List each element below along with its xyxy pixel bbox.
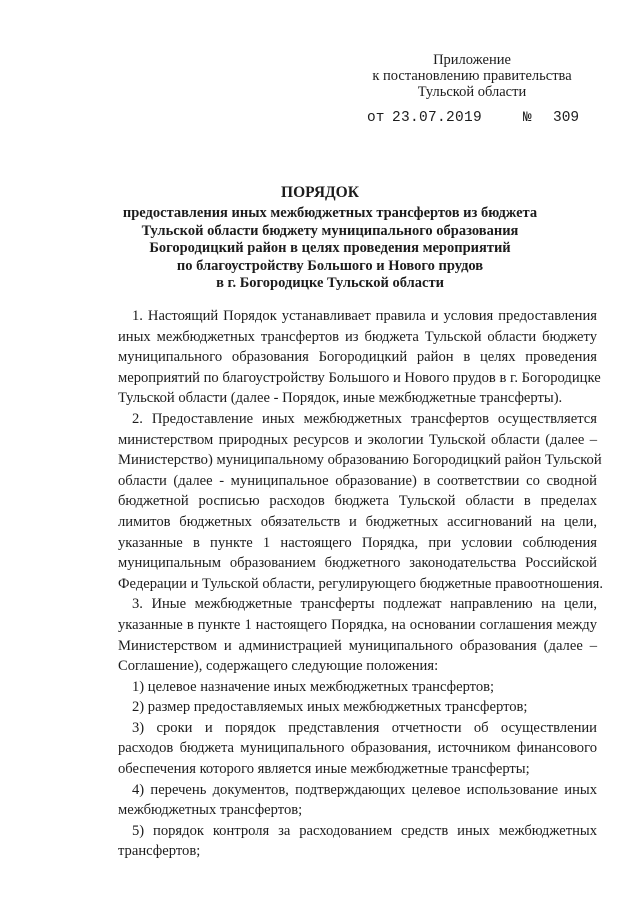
body-line: Министерство) муниципальному образованию Богородицкий район Тульской [118,452,602,469]
date-from-label: от [367,110,385,126]
subtitle-line: Тульской области бюджету муниципального образования [141,222,519,239]
body-line: обеспечения которого является иные межбюджетные трансферты; [118,761,530,778]
body-line: области (далее - муниципальное образование) в соответствии со сводной [118,472,597,489]
document-body [118,306,604,862]
body-line: 2. Предоставление иных межбюджетных трансфертов осуществляется [132,410,597,427]
subtitle-line: в г. Богородицке Тульской области [216,275,444,291]
body-line: расходов бюджета муниципального образования, источником финансового [118,740,597,757]
attachment-line-2: к постановлению правительства [372,68,572,84]
body-line: 4) перечень документов, подтверждающих целевое использование иных [132,781,597,798]
body-line: Федерации и Тульской области, регулирующего бюджетные правоотношения. [118,575,604,592]
document-date: 23.07.2019 [392,110,483,126]
attachment-header [356,52,588,100]
body-line: муниципального образования Богородицкий район в целях проведения [118,349,597,366]
subtitle-line: Богородицкий район в целях проведения мероприятий [149,240,511,256]
subtitle-line: по благоустройству Большого и Нового прудов [176,257,484,274]
attachment-line-3: Тульской области [417,84,527,100]
body-line: Министерством и администрацией муниципального образования (далее – [118,637,597,654]
body-line: межбюджетных трансфертов; [118,802,303,819]
body-line: бюджетной росписью расходов бюджета Тульской области в пределах [118,493,597,510]
body-line: указанные в пункте 1 настоящего Порядка, на основании соглашения между [118,616,597,633]
body-line: муниципальным образованием бюджетного законодательства Российской [118,555,597,572]
body-line: трансфертов; [118,843,201,860]
subtitle-line: предоставления иных межбюджетных трансфертов из бюджета [122,205,538,221]
body-line: министерством природных ресурсов и экологии Тульской области (далее – [118,431,597,448]
document-number: 309 [553,110,580,126]
body-line: 3) сроки и порядок представления отчетности об осуществлении [132,719,597,736]
body-line: лимитов бюджетных обязательств и бюджетных ассигнований на цели, [118,513,597,530]
body-line: Соглашение), содержащего следующие положения: [118,658,439,675]
body-line: 3. Иные межбюджетные трансферты подлежат направлению на цели, [132,596,597,613]
body-line: 1. Настоящий Порядок устанавливает правила и условия предоставления [132,308,597,324]
body-line: 2) размер предоставляемых иных межбюджетных трансфертов; [132,699,528,716]
attachment-line-1: Приложение [433,52,511,68]
body-line: мероприятий по благоустройству Большого и Нового прудов в г. Богородицке [118,369,601,386]
document-title: ПОРЯДОК [281,184,359,201]
body-line: 1) целевое назначение иных межбюджетных трансфертов; [132,678,495,695]
document-subtitle [100,205,560,293]
body-line: Тульской области (далее - Порядок, иные межбюджетные трансферты). [118,390,563,407]
number-sign: № [523,110,532,126]
body-line: указанные в пункте 1 настоящего Порядка, при условии соблюдения [118,534,597,551]
body-line: 5) порядок контроля за расходованием средств иных межбюджетных [132,822,597,839]
body-line: иных межбюджетных трансфертов из бюджета Тульской области бюджету [118,328,597,345]
